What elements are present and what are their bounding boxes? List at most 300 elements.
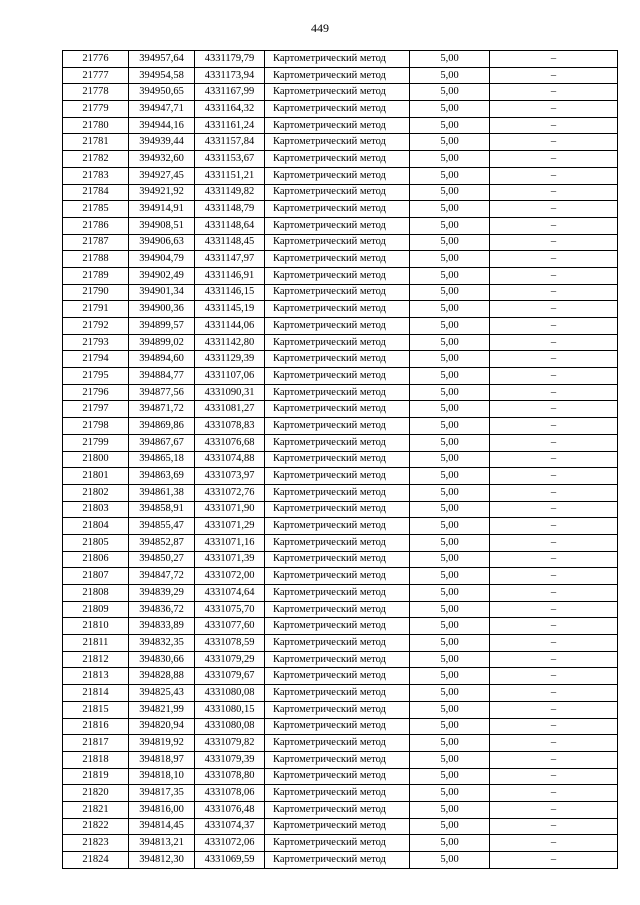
x-coordinate-cell: 394950,65 (129, 84, 195, 101)
table-row (63, 401, 618, 418)
y-coordinate-cell: 4331075,70 (195, 601, 265, 618)
x-coordinate-cell: 394902,49 (129, 267, 195, 284)
x-coordinate-cell: 394944,16 (129, 117, 195, 134)
method-cell: Картометрический метод (265, 401, 410, 418)
note-cell: – (490, 384, 618, 401)
x-coordinate-cell: 394932,60 (129, 151, 195, 168)
table-row (63, 852, 618, 869)
x-coordinate-cell: 394855,47 (129, 518, 195, 535)
method-cell: Картометрический метод (265, 601, 410, 618)
x-coordinate-cell: 394877,56 (129, 384, 195, 401)
point-number-cell: 21780 (63, 117, 129, 134)
point-number-cell: 21819 (63, 768, 129, 785)
y-coordinate-cell: 4331080,15 (195, 701, 265, 718)
note-cell: – (490, 585, 618, 602)
method-cell: Картометрический метод (265, 551, 410, 568)
table-row (63, 735, 618, 752)
y-coordinate-cell: 4331149,82 (195, 184, 265, 201)
point-number-cell: 21800 (63, 451, 129, 468)
accuracy-cell: 5,00 (410, 518, 490, 535)
y-coordinate-cell: 4331074,37 (195, 818, 265, 835)
x-coordinate-cell: 394861,38 (129, 484, 195, 501)
table-row (63, 334, 618, 351)
x-coordinate-cell: 394813,21 (129, 835, 195, 852)
x-coordinate-cell: 394825,43 (129, 685, 195, 702)
y-coordinate-cell: 4331144,06 (195, 318, 265, 335)
point-number-cell: 21792 (63, 318, 129, 335)
point-number-cell: 21810 (63, 618, 129, 635)
table-row (63, 134, 618, 151)
x-coordinate-cell: 394818,97 (129, 751, 195, 768)
table-row (63, 51, 618, 68)
method-cell: Картометрический метод (265, 518, 410, 535)
point-number-cell: 21787 (63, 234, 129, 251)
method-cell: Картометрический метод (265, 635, 410, 652)
method-cell: Картометрический метод (265, 852, 410, 869)
accuracy-cell: 5,00 (410, 618, 490, 635)
note-cell: – (490, 434, 618, 451)
point-number-cell: 21795 (63, 368, 129, 385)
note-cell: – (490, 334, 618, 351)
accuracy-cell: 5,00 (410, 534, 490, 551)
table-row (63, 434, 618, 451)
table-row (63, 184, 618, 201)
y-coordinate-cell: 4331078,83 (195, 418, 265, 435)
x-coordinate-cell: 394927,45 (129, 167, 195, 184)
point-number-cell: 21817 (63, 735, 129, 752)
table-row (63, 351, 618, 368)
point-number-cell: 21812 (63, 651, 129, 668)
x-coordinate-cell: 394865,18 (129, 451, 195, 468)
x-coordinate-cell: 394830,66 (129, 651, 195, 668)
x-coordinate-cell: 394812,30 (129, 852, 195, 869)
method-cell: Картометрический метод (265, 418, 410, 435)
x-coordinate-cell: 394817,35 (129, 785, 195, 802)
note-cell: – (490, 117, 618, 134)
accuracy-cell: 5,00 (410, 801, 490, 818)
table-row (63, 785, 618, 802)
y-coordinate-cell: 4331081,27 (195, 401, 265, 418)
note-cell: – (490, 534, 618, 551)
note-cell: – (490, 618, 618, 635)
method-cell: Картометрический метод (265, 384, 410, 401)
point-number-cell: 21788 (63, 251, 129, 268)
method-cell: Картометрический метод (265, 318, 410, 335)
x-coordinate-cell: 394816,00 (129, 801, 195, 818)
y-coordinate-cell: 4331072,00 (195, 568, 265, 585)
method-cell: Картометрический метод (265, 618, 410, 635)
note-cell: – (490, 601, 618, 618)
note-cell: – (490, 201, 618, 218)
method-cell: Картометрический метод (265, 468, 410, 485)
y-coordinate-cell: 4331146,91 (195, 267, 265, 284)
note-cell: – (490, 318, 618, 335)
table-row (63, 685, 618, 702)
accuracy-cell: 5,00 (410, 84, 490, 101)
table-row (63, 585, 618, 602)
accuracy-cell: 5,00 (410, 601, 490, 618)
accuracy-cell: 5,00 (410, 501, 490, 518)
point-number-cell: 21808 (63, 585, 129, 602)
y-coordinate-cell: 4331146,15 (195, 284, 265, 301)
method-cell: Картометрический метод (265, 818, 410, 835)
accuracy-cell: 5,00 (410, 818, 490, 835)
y-coordinate-cell: 4331071,90 (195, 501, 265, 518)
point-number-cell: 21794 (63, 351, 129, 368)
y-coordinate-cell: 4331078,06 (195, 785, 265, 802)
accuracy-cell: 5,00 (410, 434, 490, 451)
y-coordinate-cell: 4331147,97 (195, 251, 265, 268)
accuracy-cell: 5,00 (410, 468, 490, 485)
y-coordinate-cell: 4331129,39 (195, 351, 265, 368)
accuracy-cell: 5,00 (410, 568, 490, 585)
point-number-cell: 21809 (63, 601, 129, 618)
point-number-cell: 21784 (63, 184, 129, 201)
method-cell: Картометрический метод (265, 51, 410, 68)
note-cell: – (490, 167, 618, 184)
accuracy-cell: 5,00 (410, 134, 490, 151)
table-row (63, 451, 618, 468)
note-cell: – (490, 651, 618, 668)
y-coordinate-cell: 4331145,19 (195, 301, 265, 318)
method-cell: Картометрический метод (265, 267, 410, 284)
method-cell: Картометрический метод (265, 668, 410, 685)
x-coordinate-cell: 394954,58 (129, 67, 195, 84)
point-number-cell: 21824 (63, 852, 129, 869)
accuracy-cell: 5,00 (410, 651, 490, 668)
table-row (63, 101, 618, 118)
note-cell: – (490, 284, 618, 301)
y-coordinate-cell: 4331151,21 (195, 167, 265, 184)
accuracy-cell: 5,00 (410, 551, 490, 568)
table-row (63, 384, 618, 401)
y-coordinate-cell: 4331072,06 (195, 835, 265, 852)
note-cell: – (490, 151, 618, 168)
method-cell: Картометрический метод (265, 651, 410, 668)
table-row (63, 668, 618, 685)
accuracy-cell: 5,00 (410, 51, 490, 68)
point-number-cell: 21802 (63, 484, 129, 501)
accuracy-cell: 5,00 (410, 685, 490, 702)
point-number-cell: 21776 (63, 51, 129, 68)
note-cell: – (490, 668, 618, 685)
table-row (63, 518, 618, 535)
x-coordinate-cell: 394836,72 (129, 601, 195, 618)
x-coordinate-cell: 394818,10 (129, 768, 195, 785)
point-number-cell: 21811 (63, 635, 129, 652)
y-coordinate-cell: 4331076,68 (195, 434, 265, 451)
y-coordinate-cell: 4331148,64 (195, 217, 265, 234)
coordinates-table-body (63, 51, 618, 869)
note-cell: – (490, 368, 618, 385)
x-coordinate-cell: 394819,92 (129, 735, 195, 752)
point-number-cell: 21801 (63, 468, 129, 485)
x-coordinate-cell: 394847,72 (129, 568, 195, 585)
point-number-cell: 21814 (63, 685, 129, 702)
x-coordinate-cell: 394820,94 (129, 718, 195, 735)
method-cell: Картометрический метод (265, 768, 410, 785)
note-cell: – (490, 635, 618, 652)
table-row (63, 601, 618, 618)
y-coordinate-cell: 4331107,06 (195, 368, 265, 385)
accuracy-cell: 5,00 (410, 151, 490, 168)
method-cell: Картометрический метод (265, 117, 410, 134)
y-coordinate-cell: 4331069,59 (195, 852, 265, 869)
point-number-cell: 21803 (63, 501, 129, 518)
x-coordinate-cell: 394894,60 (129, 351, 195, 368)
x-coordinate-cell: 394839,29 (129, 585, 195, 602)
point-number-cell: 21816 (63, 718, 129, 735)
point-number-cell: 21815 (63, 701, 129, 718)
point-number-cell: 21781 (63, 134, 129, 151)
point-number-cell: 21806 (63, 551, 129, 568)
point-number-cell: 21822 (63, 818, 129, 835)
method-cell: Картометрический метод (265, 801, 410, 818)
point-number-cell: 21804 (63, 518, 129, 535)
method-cell: Картометрический метод (265, 534, 410, 551)
note-cell: – (490, 518, 618, 535)
table-row (63, 484, 618, 501)
x-coordinate-cell: 394899,02 (129, 334, 195, 351)
note-cell: – (490, 301, 618, 318)
point-number-cell: 21797 (63, 401, 129, 418)
method-cell: Картометрический метод (265, 735, 410, 752)
table-row (63, 501, 618, 518)
note-cell: – (490, 51, 618, 68)
table-row (63, 117, 618, 134)
y-coordinate-cell: 4331079,67 (195, 668, 265, 685)
accuracy-cell: 5,00 (410, 401, 490, 418)
accuracy-cell: 5,00 (410, 785, 490, 802)
x-coordinate-cell: 394832,35 (129, 635, 195, 652)
point-number-cell: 21818 (63, 751, 129, 768)
table-row (63, 618, 618, 635)
method-cell: Картометрический метод (265, 251, 410, 268)
table-row (63, 217, 618, 234)
accuracy-cell: 5,00 (410, 368, 490, 385)
note-cell: – (490, 418, 618, 435)
table-row (63, 167, 618, 184)
note-cell: – (490, 267, 618, 284)
method-cell: Картометрический метод (265, 484, 410, 501)
coordinates-table (62, 50, 618, 869)
x-coordinate-cell: 394899,57 (129, 318, 195, 335)
note-cell: – (490, 685, 618, 702)
table-row (63, 651, 618, 668)
method-cell: Картометрический метод (265, 585, 410, 602)
point-number-cell: 21786 (63, 217, 129, 234)
accuracy-cell: 5,00 (410, 284, 490, 301)
accuracy-cell: 5,00 (410, 267, 490, 284)
y-coordinate-cell: 4331078,80 (195, 768, 265, 785)
accuracy-cell: 5,00 (410, 585, 490, 602)
y-coordinate-cell: 4331079,39 (195, 751, 265, 768)
x-coordinate-cell: 394947,71 (129, 101, 195, 118)
table-row (63, 234, 618, 251)
table-row (63, 718, 618, 735)
note-cell: – (490, 217, 618, 234)
x-coordinate-cell: 394904,79 (129, 251, 195, 268)
accuracy-cell: 5,00 (410, 852, 490, 869)
note-cell: – (490, 551, 618, 568)
accuracy-cell: 5,00 (410, 751, 490, 768)
note-cell: – (490, 768, 618, 785)
note-cell: – (490, 835, 618, 852)
y-coordinate-cell: 4331148,79 (195, 201, 265, 218)
table-row (63, 568, 618, 585)
x-coordinate-cell: 394814,45 (129, 818, 195, 835)
x-coordinate-cell: 394957,64 (129, 51, 195, 68)
accuracy-cell: 5,00 (410, 451, 490, 468)
table-row (63, 84, 618, 101)
y-coordinate-cell: 4331076,48 (195, 801, 265, 818)
y-coordinate-cell: 4331071,16 (195, 534, 265, 551)
method-cell: Картометрический метод (265, 501, 410, 518)
accuracy-cell: 5,00 (410, 217, 490, 234)
method-cell: Картометрический метод (265, 84, 410, 101)
accuracy-cell: 5,00 (410, 668, 490, 685)
accuracy-cell: 5,00 (410, 635, 490, 652)
x-coordinate-cell: 394908,51 (129, 217, 195, 234)
y-coordinate-cell: 4331164,32 (195, 101, 265, 118)
note-cell: – (490, 134, 618, 151)
x-coordinate-cell: 394850,27 (129, 551, 195, 568)
point-number-cell: 21798 (63, 418, 129, 435)
y-coordinate-cell: 4331071,39 (195, 551, 265, 568)
table-row (63, 534, 618, 551)
note-cell: – (490, 718, 618, 735)
accuracy-cell: 5,00 (410, 835, 490, 852)
table-row (63, 551, 618, 568)
y-coordinate-cell: 4331167,99 (195, 84, 265, 101)
x-coordinate-cell: 394833,89 (129, 618, 195, 635)
y-coordinate-cell: 4331077,60 (195, 618, 265, 635)
note-cell: – (490, 701, 618, 718)
table-row (63, 251, 618, 268)
y-coordinate-cell: 4331148,45 (195, 234, 265, 251)
point-number-cell: 21791 (63, 301, 129, 318)
x-coordinate-cell: 394858,91 (129, 501, 195, 518)
y-coordinate-cell: 4331157,84 (195, 134, 265, 151)
table-row (63, 701, 618, 718)
method-cell: Картометрический метод (265, 334, 410, 351)
table-row (63, 301, 618, 318)
point-number-cell: 21799 (63, 434, 129, 451)
note-cell: – (490, 785, 618, 802)
accuracy-cell: 5,00 (410, 718, 490, 735)
x-coordinate-cell: 394867,67 (129, 434, 195, 451)
method-cell: Картометрический метод (265, 368, 410, 385)
accuracy-cell: 5,00 (410, 735, 490, 752)
table-row (63, 201, 618, 218)
y-coordinate-cell: 4331078,59 (195, 635, 265, 652)
x-coordinate-cell: 394884,77 (129, 368, 195, 385)
point-number-cell: 21789 (63, 267, 129, 284)
method-cell: Картометрический метод (265, 568, 410, 585)
point-number-cell: 21793 (63, 334, 129, 351)
point-number-cell: 21820 (63, 785, 129, 802)
note-cell: – (490, 451, 618, 468)
method-cell: Картометрический метод (265, 718, 410, 735)
note-cell: – (490, 401, 618, 418)
accuracy-cell: 5,00 (410, 201, 490, 218)
accuracy-cell: 5,00 (410, 167, 490, 184)
accuracy-cell: 5,00 (410, 184, 490, 201)
x-coordinate-cell: 394900,36 (129, 301, 195, 318)
note-cell: – (490, 818, 618, 835)
x-coordinate-cell: 394869,86 (129, 418, 195, 435)
table-row (63, 635, 618, 652)
table-row (63, 318, 618, 335)
point-number-cell: 21778 (63, 84, 129, 101)
point-number-cell: 21821 (63, 801, 129, 818)
table-row (63, 267, 618, 284)
note-cell: – (490, 184, 618, 201)
point-number-cell: 21805 (63, 534, 129, 551)
method-cell: Картометрический метод (265, 201, 410, 218)
y-coordinate-cell: 4331153,67 (195, 151, 265, 168)
point-number-cell: 21785 (63, 201, 129, 218)
y-coordinate-cell: 4331073,97 (195, 468, 265, 485)
method-cell: Картометрический метод (265, 101, 410, 118)
accuracy-cell: 5,00 (410, 251, 490, 268)
table-row (63, 818, 618, 835)
method-cell: Картометрический метод (265, 434, 410, 451)
y-coordinate-cell: 4331080,08 (195, 685, 265, 702)
accuracy-cell: 5,00 (410, 301, 490, 318)
point-number-cell: 21779 (63, 101, 129, 118)
note-cell: – (490, 251, 618, 268)
accuracy-cell: 5,00 (410, 67, 490, 84)
accuracy-cell: 5,00 (410, 117, 490, 134)
y-coordinate-cell: 4331179,79 (195, 51, 265, 68)
note-cell: – (490, 735, 618, 752)
x-coordinate-cell: 394863,69 (129, 468, 195, 485)
y-coordinate-cell: 4331074,64 (195, 585, 265, 602)
point-number-cell: 21782 (63, 151, 129, 168)
note-cell: – (490, 101, 618, 118)
table-row (63, 801, 618, 818)
accuracy-cell: 5,00 (410, 318, 490, 335)
table-row (63, 768, 618, 785)
note-cell: – (490, 568, 618, 585)
method-cell: Картометрический метод (265, 685, 410, 702)
accuracy-cell: 5,00 (410, 384, 490, 401)
method-cell: Картометрический метод (265, 217, 410, 234)
note-cell: – (490, 84, 618, 101)
note-cell: – (490, 852, 618, 869)
method-cell: Картометрический метод (265, 351, 410, 368)
method-cell: Картометрический метод (265, 785, 410, 802)
y-coordinate-cell: 4331142,80 (195, 334, 265, 351)
y-coordinate-cell: 4331161,24 (195, 117, 265, 134)
note-cell: – (490, 801, 618, 818)
accuracy-cell: 5,00 (410, 484, 490, 501)
method-cell: Картометрический метод (265, 184, 410, 201)
x-coordinate-cell: 394828,88 (129, 668, 195, 685)
accuracy-cell: 5,00 (410, 768, 490, 785)
table-row (63, 468, 618, 485)
y-coordinate-cell: 4331080,08 (195, 718, 265, 735)
x-coordinate-cell: 394821,99 (129, 701, 195, 718)
accuracy-cell: 5,00 (410, 351, 490, 368)
point-number-cell: 21777 (63, 67, 129, 84)
point-number-cell: 21783 (63, 167, 129, 184)
point-number-cell: 21813 (63, 668, 129, 685)
y-coordinate-cell: 4331074,88 (195, 451, 265, 468)
table-row (63, 368, 618, 385)
y-coordinate-cell: 4331071,29 (195, 518, 265, 535)
